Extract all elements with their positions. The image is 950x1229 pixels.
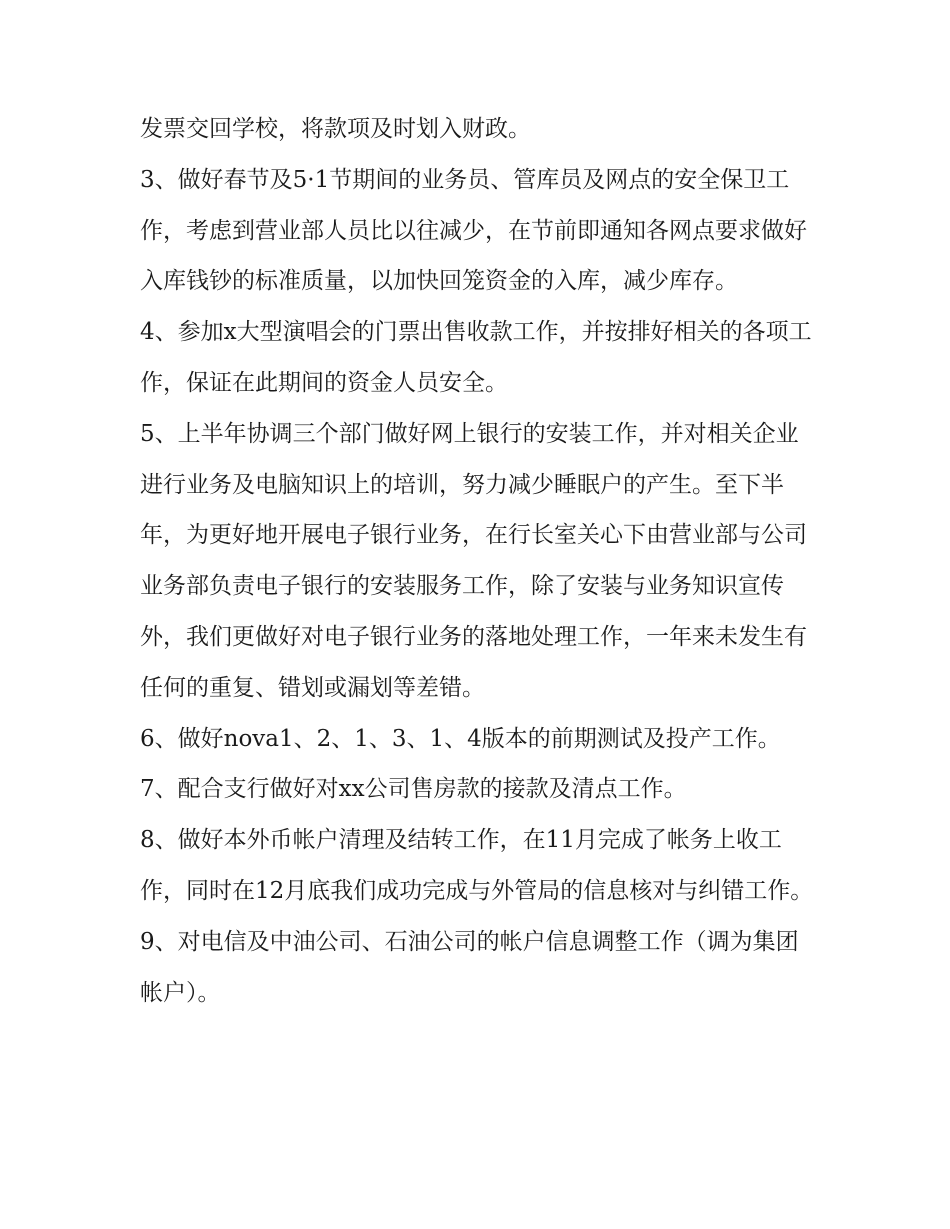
document-body (140, 104, 820, 1018)
paragraph-item-3: 3、做好春节及5·1节期间的业务员、管库员及网点的安全保卫工作，考虑到营业部人员比以往减少，在节前即通知各网点要求做好入库钱钞的标准质量，以加快回笼资金的入库，减少库存。 (140, 166, 807, 295)
paragraph-item-9: 9、对电信及中油公司、石油公司的帐户信息调整工作（调为集团帐户）。 (140, 928, 799, 1006)
paragraph-item-5: 5、上半年协调三个部门做好网上银行的安装工作，并对相关企业进行业务及电脑知识上的培训，努力减少睡眠户的产生。至下半年，为更好地开展电子银行业务，在行长室关心下由营业部与公司业务部负责电子银行的安装服务工作，除了安装与业务知识宣传外，我们更做好对电子银行业务的落地处理工作，一年来未发生有任何的重复、错划或漏划等差错。 (140, 420, 807, 701)
paragraph-item-8: 8、做好本外币帐户清理及结转工作，在11月完成了帐务上收工作，同时在12月底我们成功完成与外管局的信息核对与纠错工作。 (140, 827, 814, 904)
paragraph-item-4: 4、参加x大型演唱会的门票出售收款工作，并按排好相关的各项工作，保证在此期间的资金人员安全。 (140, 319, 812, 396)
paragraph-continuation: 发票交回学校，将款项及时划入财政。 (140, 116, 531, 142)
paragraph-item-7: 7、配合支行做好对xx公司售房款的接款及清点工作。 (140, 776, 687, 803)
paragraph-item-6: 6、做好nova1、2、1、3、1、4版本的前期测试及投产工作。 (140, 725, 781, 752)
